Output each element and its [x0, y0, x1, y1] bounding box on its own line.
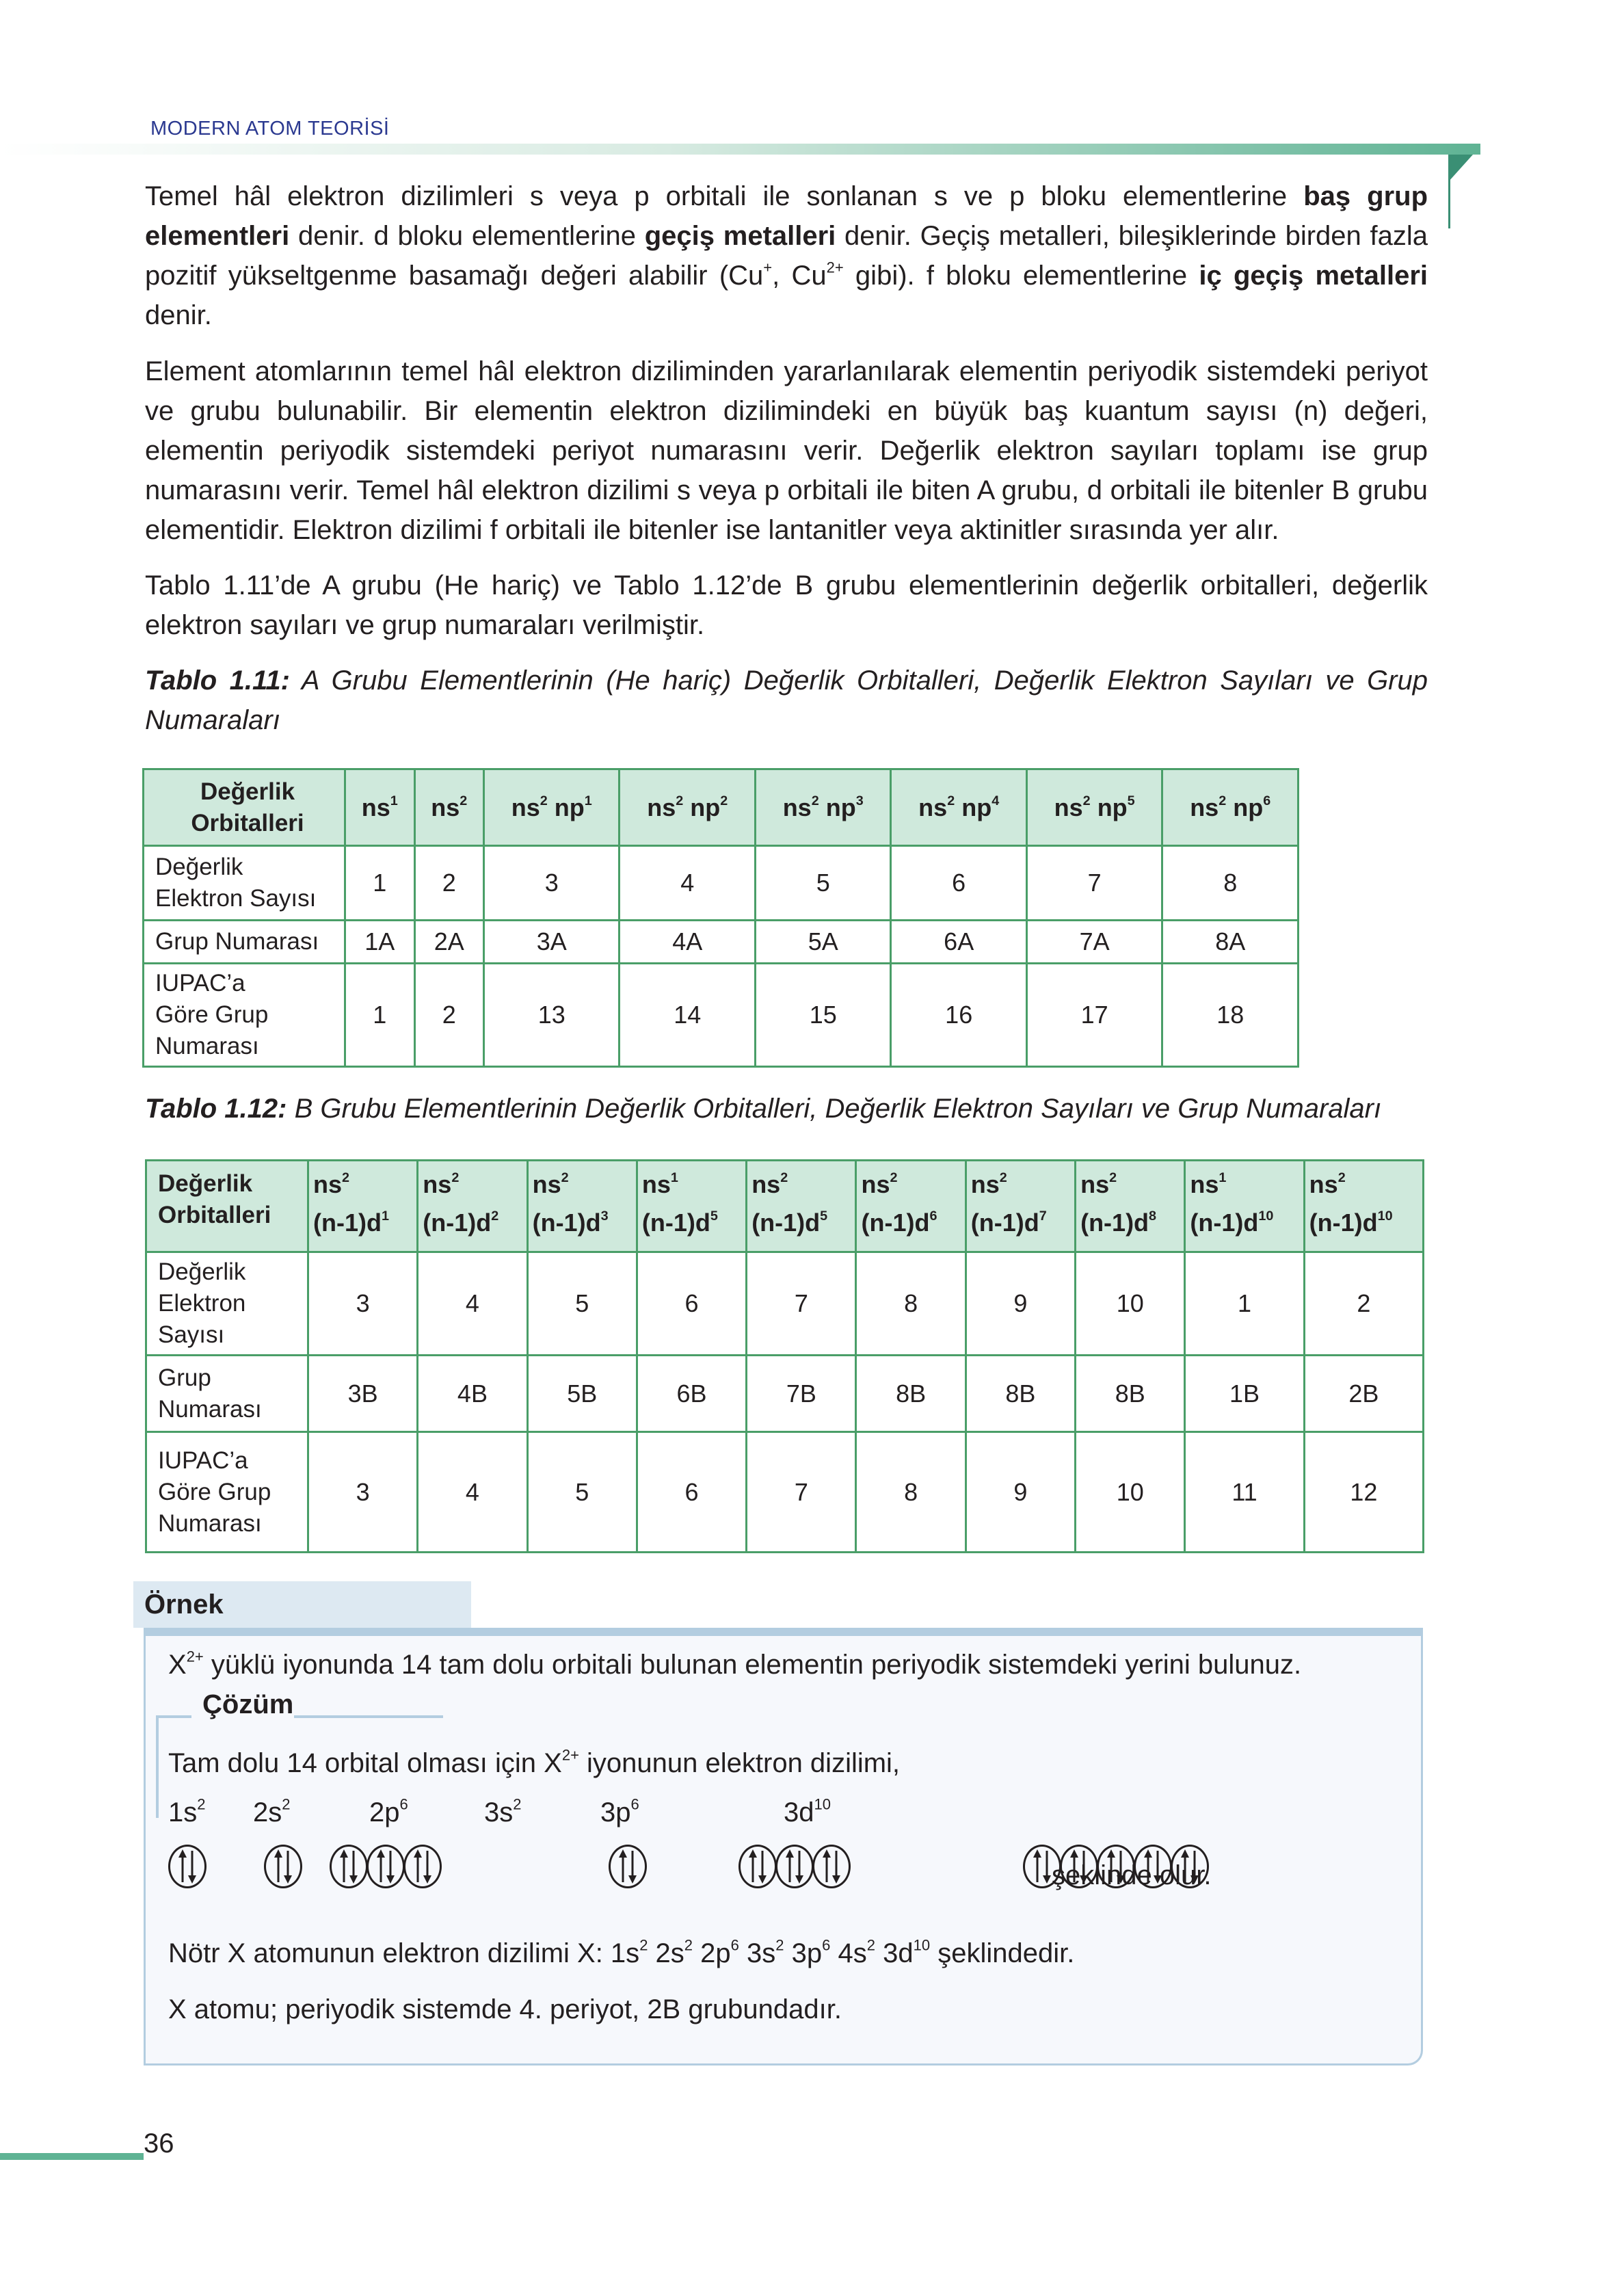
value-cell: 5 [527, 1432, 637, 1553]
header-cell-orbital [637, 1161, 746, 1252]
row-label-cell [144, 846, 345, 921]
solution-rule-left [156, 1715, 191, 1718]
text-segment: denir. [145, 300, 212, 330]
table-row [144, 921, 1299, 964]
text-segment: ns [751, 1170, 781, 1198]
value-cell: 1A [345, 921, 415, 964]
row-label-line: Göre Grup [155, 1001, 269, 1028]
header-cell-orbital [755, 769, 890, 846]
value-cell: 7 [1026, 846, 1162, 921]
superscript: 6 [929, 1209, 937, 1224]
superscript: 2 [999, 1170, 1007, 1186]
header-cell-orbital [484, 769, 620, 846]
footer-bar [0, 2153, 144, 2160]
value-cell: 1 [345, 964, 415, 1067]
superscript: 6 [822, 1936, 831, 1954]
paired-electron-circle-icon [812, 1845, 851, 1888]
orbital-electron-count: 6 [630, 1795, 639, 1813]
header-cell-label [144, 769, 345, 846]
orbital-label [484, 1797, 522, 1828]
solution-rule-vertical [156, 1715, 159, 1818]
text-segment: ns [782, 793, 812, 821]
value-cell: 10 [1076, 1252, 1185, 1356]
text-segment: np [1090, 793, 1128, 821]
text-segment: ns [1054, 793, 1083, 821]
value-cell: 2A [414, 921, 484, 964]
row-label-line: Sayısı [158, 1321, 225, 1348]
text-segment: (n-1)d [423, 1209, 492, 1237]
header-cell-orbital [308, 1161, 418, 1252]
chapter-title: MODERN ATOM TEORİSİ [150, 118, 390, 140]
superscript: 2 [866, 1936, 875, 1954]
orbital-electron-count: 10 [814, 1795, 831, 1813]
paired-electron-circle-icon [403, 1845, 442, 1888]
text-segment: ns [1080, 1170, 1110, 1198]
text-segment: (n-1)d [313, 1209, 382, 1237]
value-cell: 4B [418, 1356, 527, 1432]
text-segment: 3p [784, 1938, 823, 1968]
solution-line-1 [168, 1748, 900, 1779]
superscript: 1 [1219, 1170, 1227, 1186]
superscript: 2 [1219, 793, 1227, 808]
superscript: 5 [710, 1209, 718, 1224]
value-cell: 3 [308, 1252, 418, 1356]
superscript: 2 [1337, 1170, 1346, 1186]
example-question [168, 1650, 1301, 1680]
value-cell: 6 [637, 1432, 746, 1553]
table2-caption-text: B Grubu Elementlerinin Değerlik Orbitalleri, Değerlik Elektron Sayıları ve Grup Numaraları [287, 1094, 1382, 1124]
example-tab: Örnek [133, 1581, 471, 1628]
value-cell: 6 [891, 846, 1026, 921]
bold-term: geçiş metalleri [644, 221, 836, 251]
text-segment: (n-1)d [532, 1209, 601, 1237]
text-segment: denir. Geçiş metalleri, bileşiklerinde birden fazla pozitif yükseltgenme basamağı değeri alabilir (Cu [145, 221, 1428, 291]
text-segment: np [818, 793, 856, 821]
value-cell: 7B [747, 1356, 856, 1432]
header-cell-orbital [1185, 1161, 1304, 1252]
superscript: 10 [1377, 1209, 1393, 1224]
value-cell: 8B [966, 1356, 1075, 1432]
value-cell: 14 [620, 964, 755, 1067]
superscript: 10 [913, 1936, 931, 1954]
text-segment: (n-1)d [1309, 1209, 1378, 1237]
paired-electron-circle-icon [367, 1845, 405, 1888]
text-segment: ns [431, 793, 460, 821]
header-cell-orbital [414, 769, 484, 846]
row-label-line: Elektron Sayısı [155, 885, 317, 912]
text-segment: Element atomlarının temel hâl elektron diziliminden yararlanılarak elementin periyodik sistemdeki periyot ve grubu bulunabilir. Bir elementin elektron dizilimindeki en büyük baş kuantum sayısı (n) değeri, elementin periyodik sistemdeki periyot numarasını verir. Değerlik elektron sayıları toplamı ise grup numarasını verir. Temel hâl elektron dizilimi s veya p orbitali ile biten A grubu, d orbitali ile bitenler B grubu elementidir. Elektron dizilimi f orbitali ile bitenler ise lantanitler veya aktinitler sırasında yer alır. [145, 356, 1428, 545]
text-segment: Tablo 1.11’de A grubu (He hariç) ve Tablo 1.12’de B grubu elementlerinin değerlik orbitalleri, değerlik elektron sayıları ve grup numaraları verilmiştir. [145, 570, 1428, 640]
superscript: 2 [947, 793, 955, 808]
value-cell: 11 [1185, 1432, 1304, 1553]
row-label-line: Numarası [158, 1395, 262, 1423]
header-cell-orbital [1026, 769, 1162, 846]
paired-electron-circle-icon [168, 1845, 207, 1888]
superscript: 1 [584, 793, 592, 808]
paired-electron-circle-icon [330, 1845, 368, 1888]
superscript: 1 [670, 1170, 678, 1186]
header-cell-orbital [345, 769, 415, 846]
superscript: 2 [775, 1936, 784, 1954]
row-label-line: Orbitalleri [158, 1202, 271, 1228]
header-cell-orbital [1304, 1161, 1423, 1252]
value-cell: 6 [637, 1252, 746, 1356]
text-segment: ns [532, 1170, 561, 1198]
orbital-label [253, 1797, 291, 1828]
value-cell: 1B [1185, 1356, 1304, 1432]
superscript: 2+ [561, 1746, 579, 1764]
value-cell: 3 [308, 1432, 418, 1553]
row-label-line: Elektron [158, 1290, 246, 1317]
text-segment: 3s [738, 1938, 776, 1968]
header-vertical-rule [1448, 155, 1450, 228]
paired-electron-circle-icon [264, 1845, 302, 1888]
value-cell: 4A [620, 921, 755, 964]
value-cell: 6A [891, 921, 1026, 964]
value-cell: 10 [1076, 1432, 1185, 1553]
paragraph-table-intro [145, 566, 1428, 645]
text-segment: ns [1309, 1170, 1338, 1198]
text-segment: ns [641, 1170, 671, 1198]
orbital-name: 3s [484, 1797, 514, 1827]
value-cell: 4 [418, 1432, 527, 1553]
row-label-line: Grup Numarası [155, 928, 319, 955]
text-segment: X atomu; periyodik sistemde 4. periyot, 2B grubundadır. [168, 1994, 842, 2024]
superscript: 5 [1127, 793, 1135, 808]
table2-caption [145, 1089, 1428, 1129]
table-header-row [146, 1161, 1424, 1252]
header-cell-orbital [1076, 1161, 1185, 1252]
text-segment: (n-1)d [970, 1209, 1039, 1237]
page-number: 36 [144, 2128, 174, 2159]
value-cell: 5B [527, 1356, 637, 1432]
solution-rule-right [294, 1715, 443, 1718]
row-label-line: Numarası [155, 1033, 259, 1059]
value-cell: 12 [1304, 1432, 1423, 1553]
text-segment: ns [361, 793, 390, 821]
table-row [144, 964, 1299, 1067]
row-label-cell [146, 1252, 308, 1356]
header-gradient-bar [0, 144, 1480, 155]
value-cell: 17 [1026, 964, 1162, 1067]
superscript: 4 [991, 793, 1000, 808]
text-segment: Temel hâl elektron dizilimleri s veya p orbitali ile sonlanan s ve p bloku elementlerine [145, 181, 1304, 211]
row-label-cell [146, 1356, 308, 1432]
value-cell: 8 [856, 1432, 966, 1553]
value-cell: 1 [1185, 1252, 1304, 1356]
value-cell: 2 [414, 964, 484, 1067]
superscript: 2 [1082, 793, 1091, 808]
superscript: 3 [600, 1209, 609, 1224]
superscript: 2 [676, 793, 684, 808]
table-row [146, 1432, 1424, 1553]
orbital-electron-count: 2 [513, 1795, 522, 1813]
table1-caption [145, 661, 1428, 740]
value-cell: 2 [1304, 1252, 1423, 1356]
value-cell: 13 [484, 964, 620, 1067]
text-segment: iyonunun elektron dizilimi, [578, 1748, 901, 1778]
solution-line-2 [168, 1938, 1074, 1969]
text-segment: np [547, 793, 585, 821]
orbital-suffix-text: şeklinde olur. [1052, 1860, 1212, 1890]
text-segment: ns [647, 793, 676, 821]
paragraph-block-types [145, 176, 1428, 335]
text-segment: (n-1)d [1080, 1209, 1149, 1237]
row-label-line: Numarası [158, 1509, 262, 1537]
bold-term: iç geçiş metalleri [1199, 261, 1428, 291]
text-segment: (n-1)d [641, 1209, 710, 1237]
text-segment: ns [313, 1170, 343, 1198]
superscript: 2 [811, 793, 819, 808]
row-label-line: Değerlik [155, 854, 243, 880]
value-cell: 5 [755, 846, 890, 921]
table2-caption-label: Tablo 1.12: [145, 1094, 287, 1124]
header-cell-orbital [891, 769, 1026, 846]
row-label-line: Değerlik [200, 778, 295, 805]
orbital-electron-count: 2 [282, 1795, 291, 1813]
value-cell: 3 [484, 846, 620, 921]
superscript: 2 [720, 793, 728, 808]
value-cell: 5A [755, 921, 890, 964]
superscript: 2 [460, 793, 468, 808]
value-cell: 6B [637, 1356, 746, 1432]
table1-caption-label: Tablo 1.11: [145, 665, 290, 696]
value-cell: 2B [1304, 1356, 1423, 1432]
text-segment: ns [918, 793, 948, 821]
superscript: 3 [855, 793, 864, 808]
text-segment: Nötr X atomunun elektron dizilimi X: 1s [168, 1938, 640, 1968]
header-cell-orbital [418, 1161, 527, 1252]
b-group-valence-table [145, 1159, 1424, 1553]
row-label-line: Orbitalleri [191, 809, 304, 836]
superscript: 2 [639, 1936, 648, 1954]
table-row [146, 1356, 1424, 1432]
header-cell-orbital [856, 1161, 966, 1252]
row-label-line: IUPAC’a [158, 1447, 248, 1474]
text-segment: (n-1)d [751, 1209, 821, 1237]
value-cell: 8B [856, 1356, 966, 1432]
text-segment: X [168, 1650, 187, 1680]
bold-term: baş grup elementleri [145, 181, 1428, 251]
orbital-name: 2p [369, 1797, 400, 1827]
superscript: 2 [561, 1170, 569, 1186]
value-cell: 18 [1162, 964, 1299, 1067]
value-cell: 8 [856, 1252, 966, 1356]
orbital-label [369, 1797, 408, 1828]
text-segment: , Cu [772, 261, 827, 291]
value-cell: 3B [308, 1356, 418, 1432]
header-cell-orbital [527, 1161, 637, 1252]
table1-caption-text: A Grubu Elementlerinin (He hariç) Değerlik Orbitalleri, Değerlik Elektron Sayıları ve Grup Numaraları [145, 665, 1428, 735]
text-segment: (n-1)d [861, 1209, 930, 1237]
superscript: 1 [381, 1209, 389, 1224]
text-segment: yüklü iyonunda 14 tam dolu orbitali bulunan elementin periyodik sistemdeki yerini bulunuz. [203, 1650, 1302, 1680]
value-cell: 9 [966, 1432, 1075, 1553]
orbital-name: 3d [784, 1797, 814, 1827]
superscript: 2 [780, 1170, 788, 1186]
orbital-electron-count: 6 [399, 1795, 408, 1813]
value-cell: 5 [527, 1252, 637, 1356]
text-segment: 2s [648, 1938, 684, 1968]
text-segment: 3d [875, 1938, 914, 1968]
value-cell: 7 [747, 1252, 856, 1356]
header-cell-label [146, 1161, 308, 1252]
text-segment: gibi). f bloku elementlerine [843, 261, 1199, 291]
value-cell: 8B [1076, 1356, 1185, 1432]
superscript: 2 [684, 1936, 693, 1954]
row-label-line: IUPAC’a [155, 970, 245, 997]
value-cell: 8A [1162, 921, 1299, 964]
superscript: 2 [1109, 1170, 1117, 1186]
value-cell: 1 [345, 846, 415, 921]
table-row [146, 1252, 1424, 1356]
orbital-name: 3p [600, 1797, 631, 1827]
text-segment: ns [1190, 793, 1219, 821]
superscript: 2 [540, 793, 548, 808]
header-cell-orbital [747, 1161, 856, 1252]
value-cell: 8 [1162, 846, 1299, 921]
a-group-valence-table [142, 768, 1299, 1068]
row-label-line: Değerlik [158, 1170, 253, 1197]
header-corner-flag [1448, 155, 1473, 182]
table-header-row [144, 769, 1299, 846]
header-cell-orbital [620, 769, 755, 846]
row-label-cell [144, 964, 345, 1067]
paired-electron-circle-icon [738, 1845, 777, 1888]
orbital-name: 2s [253, 1797, 282, 1827]
superscript: 2+ [186, 1648, 204, 1665]
text-segment: denir. d bloku elementlerine [289, 221, 645, 251]
header-cell-orbital [966, 1161, 1075, 1252]
row-label-line: Grup [158, 1364, 211, 1391]
solution-label: Çözüm [202, 1689, 294, 1719]
text-segment: ns [511, 793, 540, 821]
superscript: 5 [820, 1209, 828, 1224]
value-cell: 15 [755, 964, 890, 1067]
orbital-electron-count: 2 [197, 1795, 206, 1813]
superscript: 2 [890, 1170, 898, 1186]
text-segment: ns [861, 1170, 890, 1198]
orbital-label [600, 1797, 639, 1828]
text-segment: ns [423, 1170, 452, 1198]
text-segment: Tam dolu 14 orbital olması için X [168, 1748, 562, 1778]
superscript: 6 [1263, 793, 1271, 808]
text-segment: 4s [830, 1938, 867, 1968]
value-cell: 4 [620, 846, 755, 921]
text-segment: ns [970, 1170, 1000, 1198]
superscript: 10 [1258, 1209, 1274, 1224]
text-segment: np [955, 793, 992, 821]
row-label-cell [146, 1432, 308, 1553]
row-label-line: Değerlik [158, 1258, 246, 1285]
table-row [144, 846, 1299, 921]
header-cell-orbital [1162, 769, 1299, 846]
solution-line-3 [168, 1994, 842, 2025]
superscript: 2 [342, 1170, 350, 1186]
orbital-label [168, 1797, 206, 1828]
text-segment: şeklindedir. [930, 1938, 1075, 1968]
text-segment: np [1226, 793, 1264, 821]
value-cell: 7 [747, 1432, 856, 1553]
superscript: 2 [451, 1170, 460, 1186]
superscript: 2+ [826, 259, 844, 276]
superscript: 2 [491, 1209, 499, 1224]
paired-electron-circle-icon [609, 1845, 647, 1888]
value-cell: 3A [484, 921, 620, 964]
paired-electron-circle-icon [775, 1845, 814, 1888]
text-segment: 2p [693, 1938, 731, 1968]
value-cell: 4 [418, 1252, 527, 1356]
orbital-name: 1s [168, 1797, 198, 1827]
superscript: 1 [390, 793, 398, 808]
row-label-cell [144, 921, 345, 964]
value-cell: 9 [966, 1252, 1075, 1356]
value-cell: 2 [414, 846, 484, 921]
superscript: 7 [1039, 1209, 1047, 1224]
text-segment: (n-1)d [1190, 1209, 1259, 1237]
paragraph-period-group [145, 352, 1428, 550]
superscript: + [763, 259, 773, 276]
text-segment: ns [1190, 1170, 1219, 1198]
value-cell: 7A [1026, 921, 1162, 964]
text-segment: np [683, 793, 721, 821]
value-cell: 16 [891, 964, 1026, 1067]
row-label-line: Göre Grup [158, 1478, 271, 1505]
orbital-label [784, 1797, 831, 1828]
superscript: 8 [1149, 1209, 1157, 1224]
superscript: 6 [730, 1936, 739, 1954]
